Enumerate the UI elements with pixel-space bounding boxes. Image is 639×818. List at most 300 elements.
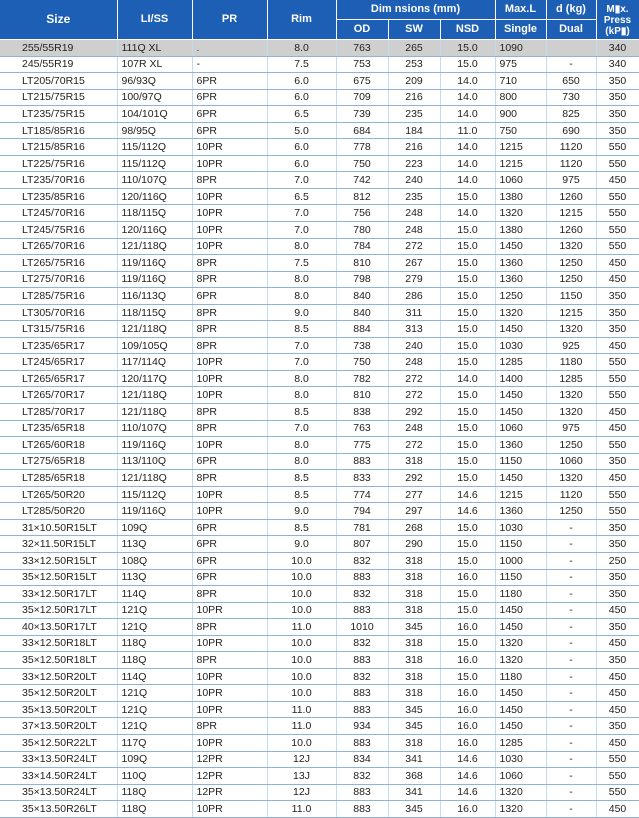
cell-dual: 975 xyxy=(546,420,596,437)
cell-single: 1320 xyxy=(495,205,546,222)
cell-od: 810 xyxy=(336,255,388,272)
cell-pr: 8PR xyxy=(192,337,267,354)
cell-single: 1215 xyxy=(495,486,546,503)
cell-pr: 8PR xyxy=(192,470,267,487)
cell-dual: - xyxy=(546,569,596,586)
table-row xyxy=(0,40,639,57)
cell-sw: 272 xyxy=(388,370,440,387)
cell-li-ss: 119/116Q xyxy=(117,255,192,272)
cell-rim: 8.5 xyxy=(267,486,336,503)
cell-od: 883 xyxy=(336,801,388,818)
cell-rim: 8.5 xyxy=(267,470,336,487)
cell-size: LT285/50R20 xyxy=(0,503,117,520)
cell-sw: 272 xyxy=(388,437,440,454)
cell-size: LT245/70R16 xyxy=(0,205,117,222)
cell-pr: 10PR xyxy=(192,387,267,404)
table-row xyxy=(0,784,639,801)
cell-max-pressure: 450 xyxy=(596,685,639,702)
cell-single: 1000 xyxy=(495,552,546,569)
cell-max-pressure: 550 xyxy=(596,222,639,239)
cell-dual: - xyxy=(546,784,596,801)
cell-size: LT285/75R16 xyxy=(0,288,117,305)
cell-li-ss: 121Q xyxy=(117,619,192,636)
table-row xyxy=(0,801,639,818)
cell-single: 1215 xyxy=(495,139,546,156)
cell-li-ss: 110Q xyxy=(117,768,192,785)
cell-nsd: 15.0 xyxy=(440,288,495,305)
cell-size: 35×12.50R22LT xyxy=(0,734,117,751)
header-size: Size xyxy=(0,0,117,40)
cell-single: 1320 xyxy=(495,635,546,652)
cell-pr: 12PR xyxy=(192,784,267,801)
cell-sw: 184 xyxy=(388,122,440,139)
cell-li-ss: 114Q xyxy=(117,586,192,603)
cell-od: 684 xyxy=(336,122,388,139)
cell-max-pressure: 350 xyxy=(596,453,639,470)
cell-pr: 12PR xyxy=(192,751,267,768)
cell-li-ss: 115/112Q xyxy=(117,486,192,503)
cell-sw: 267 xyxy=(388,255,440,272)
cell-od: 883 xyxy=(336,652,388,669)
cell-max-pressure: 550 xyxy=(596,370,639,387)
cell-size: LT245/75R16 xyxy=(0,222,117,239)
table-row xyxy=(0,536,639,553)
cell-nsd: 15.0 xyxy=(440,420,495,437)
cell-size: LT235/75R15 xyxy=(0,106,117,123)
cell-nsd: 15.0 xyxy=(440,668,495,685)
cell-max-pressure: 550 xyxy=(596,486,639,503)
cell-size: 37×13.50R20LT xyxy=(0,718,117,735)
cell-size: 33×12.50R18LT xyxy=(0,635,117,652)
cell-pr: 8PR xyxy=(192,404,267,421)
cell-od: 883 xyxy=(336,701,388,718)
cell-dual: 1250 xyxy=(546,271,596,288)
cell-sw: 318 xyxy=(388,635,440,652)
table-row xyxy=(0,668,639,685)
cell-nsd: 14.0 xyxy=(440,106,495,123)
cell-li-ss: 107R XL xyxy=(117,56,192,73)
cell-nsd: 15.0 xyxy=(440,602,495,619)
cell-dual: 1250 xyxy=(546,255,596,272)
cell-rim: 7.0 xyxy=(267,337,336,354)
cell-li-ss: 113Q xyxy=(117,569,192,586)
cell-size: LT185/85R16 xyxy=(0,122,117,139)
cell-pr: 10PR xyxy=(192,188,267,205)
cell-max-pressure: 350 xyxy=(596,106,639,123)
table-row xyxy=(0,321,639,338)
cell-nsd: 14.0 xyxy=(440,205,495,222)
cell-sw: 216 xyxy=(388,89,440,106)
cell-sw: 235 xyxy=(388,188,440,205)
cell-pr: 6PR xyxy=(192,453,267,470)
cell-dual: 1180 xyxy=(546,354,596,371)
table-row xyxy=(0,387,639,404)
cell-rim: 6.0 xyxy=(267,89,336,106)
cell-dual: - xyxy=(546,801,596,818)
cell-od: 742 xyxy=(336,172,388,189)
cell-pr: 10PR xyxy=(192,701,267,718)
cell-nsd: 15.0 xyxy=(440,552,495,569)
cell-sw: 341 xyxy=(388,751,440,768)
cell-sw: 248 xyxy=(388,205,440,222)
cell-sw: 345 xyxy=(388,701,440,718)
cell-pr: 6PR xyxy=(192,89,267,106)
cell-li-ss: 110/107Q xyxy=(117,172,192,189)
table-row xyxy=(0,337,639,354)
header-load-kg: d (kg) xyxy=(546,0,596,20)
cell-dual: - xyxy=(546,619,596,636)
table-row xyxy=(0,155,639,172)
cell-od: 934 xyxy=(336,718,388,735)
cell-li-ss: 121Q xyxy=(117,701,192,718)
cell-size: 255/55R19 xyxy=(0,40,117,57)
cell-dual: - xyxy=(546,552,596,569)
cell-nsd: 14.0 xyxy=(440,139,495,156)
cell-dual: 1320 xyxy=(546,321,596,338)
cell-size: 35×12.50R18LT xyxy=(0,652,117,669)
table-row xyxy=(0,486,639,503)
cell-od: 834 xyxy=(336,751,388,768)
cell-sw: 345 xyxy=(388,619,440,636)
table-row xyxy=(0,635,639,652)
cell-sw: 277 xyxy=(388,486,440,503)
cell-dual: 1215 xyxy=(546,205,596,222)
cell-li-ss: 115/112Q xyxy=(117,155,192,172)
cell-single: 1450 xyxy=(495,718,546,735)
cell-rim: 6.0 xyxy=(267,155,336,172)
cell-nsd: 14.6 xyxy=(440,486,495,503)
cell-max-pressure: 450 xyxy=(596,255,639,272)
cell-li-ss: 121/118Q xyxy=(117,387,192,404)
cell-pr: 8PR xyxy=(192,420,267,437)
cell-od: 781 xyxy=(336,519,388,536)
cell-dual: - xyxy=(546,718,596,735)
cell-max-pressure: 350 xyxy=(596,321,639,338)
table-body xyxy=(0,40,639,818)
cell-max-pressure: 450 xyxy=(596,635,639,652)
cell-od: 832 xyxy=(336,635,388,652)
table-row xyxy=(0,701,639,718)
cell-sw: 286 xyxy=(388,288,440,305)
cell-dual: 825 xyxy=(546,106,596,123)
cell-li-ss: 115/112Q xyxy=(117,139,192,156)
cell-pr: 6PR xyxy=(192,106,267,123)
cell-li-ss: 120/117Q xyxy=(117,370,192,387)
cell-sw: 318 xyxy=(388,685,440,702)
cell-size: 31×10.50R15LT xyxy=(0,519,117,536)
cell-max-pressure: 350 xyxy=(596,586,639,603)
cell-size: LT305/70R16 xyxy=(0,304,117,321)
cell-dual: 690 xyxy=(546,122,596,139)
table-row xyxy=(0,519,639,536)
cell-od: 775 xyxy=(336,437,388,454)
cell-nsd: 16.0 xyxy=(440,652,495,669)
cell-rim: 10.0 xyxy=(267,685,336,702)
cell-rim: 8.0 xyxy=(267,370,336,387)
cell-nsd: 15.0 xyxy=(440,304,495,321)
cell-max-pressure: 350 xyxy=(596,73,639,90)
cell-nsd: 14.0 xyxy=(440,89,495,106)
cell-max-pressure: 550 xyxy=(596,387,639,404)
header-nsd: NSD xyxy=(440,20,495,40)
cell-od: 763 xyxy=(336,40,388,57)
cell-pr: 10PR xyxy=(192,139,267,156)
cell-single: 1060 xyxy=(495,768,546,785)
cell-pr: 8PR xyxy=(192,718,267,735)
cell-rim: 8.5 xyxy=(267,519,336,536)
cell-single: 750 xyxy=(495,122,546,139)
cell-od: 750 xyxy=(336,155,388,172)
cell-single: 1180 xyxy=(495,668,546,685)
cell-size: LT315/75R16 xyxy=(0,321,117,338)
cell-single: 1320 xyxy=(495,784,546,801)
cell-rim: 10.0 xyxy=(267,734,336,751)
cell-nsd: 14.0 xyxy=(440,155,495,172)
cell-single: 1450 xyxy=(495,701,546,718)
cell-size: LT265/70R16 xyxy=(0,238,117,255)
cell-single: 1250 xyxy=(495,288,546,305)
cell-li-ss: 109/105Q xyxy=(117,337,192,354)
cell-dual: - xyxy=(546,652,596,669)
cell-rim: 9.0 xyxy=(267,536,336,553)
cell-nsd: 15.0 xyxy=(440,470,495,487)
cell-size: LT285/70R17 xyxy=(0,404,117,421)
cell-max-pressure: 350 xyxy=(596,619,639,636)
cell-single: 1360 xyxy=(495,437,546,454)
cell-size: 33×12.50R17LT xyxy=(0,586,117,603)
header-rim: Rim xyxy=(267,0,336,40)
cell-dual: 1320 xyxy=(546,238,596,255)
cell-max-pressure: 550 xyxy=(596,238,639,255)
cell-rim: 10.0 xyxy=(267,569,336,586)
cell-max-pressure: 550 xyxy=(596,354,639,371)
cell-nsd: 15.0 xyxy=(440,635,495,652)
cell-rim: 10.0 xyxy=(267,668,336,685)
table-row xyxy=(0,255,639,272)
cell-nsd: 16.0 xyxy=(440,718,495,735)
cell-od: 838 xyxy=(336,404,388,421)
cell-single: 1450 xyxy=(495,404,546,421)
cell-size: LT265/65R17 xyxy=(0,370,117,387)
cell-nsd: 16.0 xyxy=(440,685,495,702)
cell-max-pressure: 450 xyxy=(596,668,639,685)
cell-pr: 8PR xyxy=(192,652,267,669)
cell-nsd: 16.0 xyxy=(440,569,495,586)
cell-dual: 1250 xyxy=(546,437,596,454)
table-header xyxy=(0,0,639,40)
cell-od: 883 xyxy=(336,734,388,751)
cell-single: 1380 xyxy=(495,188,546,205)
table-row xyxy=(0,586,639,603)
cell-od: 780 xyxy=(336,222,388,239)
cell-dual: - xyxy=(546,668,596,685)
cell-pr: 8PR xyxy=(192,586,267,603)
cell-size: LT235/85R16 xyxy=(0,188,117,205)
cell-dual: 1320 xyxy=(546,404,596,421)
cell-od: 782 xyxy=(336,370,388,387)
cell-size: LT215/75R15 xyxy=(0,89,117,106)
cell-size: 32×11.50R15LT xyxy=(0,536,117,553)
cell-size: LT245/65R17 xyxy=(0,354,117,371)
table-row xyxy=(0,222,639,239)
cell-dual: - xyxy=(546,701,596,718)
table-row xyxy=(0,172,639,189)
cell-max-pressure: 450 xyxy=(596,734,639,751)
cell-pr: 10PR xyxy=(192,238,267,255)
cell-dual: 1120 xyxy=(546,486,596,503)
cell-nsd: 14.6 xyxy=(440,784,495,801)
cell-single: 1450 xyxy=(495,685,546,702)
cell-max-pressure: 450 xyxy=(596,801,639,818)
cell-sw: 318 xyxy=(388,453,440,470)
cell-li-ss: 114Q xyxy=(117,668,192,685)
header-single: Single xyxy=(495,20,546,40)
cell-dual: 975 xyxy=(546,172,596,189)
cell-od: 763 xyxy=(336,420,388,437)
cell-nsd: 15.0 xyxy=(440,238,495,255)
cell-dual: - xyxy=(546,56,596,73)
cell-max-pressure: 340 xyxy=(596,56,639,73)
cell-size: 35×12.50R17LT xyxy=(0,602,117,619)
cell-size: 33×12.50R15LT xyxy=(0,552,117,569)
cell-li-ss: 118Q xyxy=(117,801,192,818)
cell-size: LT265/60R18 xyxy=(0,437,117,454)
cell-dual: 1250 xyxy=(546,503,596,520)
cell-nsd: 15.0 xyxy=(440,404,495,421)
cell-pr: - xyxy=(192,56,267,73)
cell-sw: 272 xyxy=(388,238,440,255)
cell-size: LT265/75R16 xyxy=(0,255,117,272)
table-row xyxy=(0,751,639,768)
cell-sw: 279 xyxy=(388,271,440,288)
cell-sw: 209 xyxy=(388,73,440,90)
cell-size: LT275/70R16 xyxy=(0,271,117,288)
header-max-pressure-line3: (kP▮) xyxy=(605,25,630,37)
cell-nsd: 14.0 xyxy=(440,73,495,90)
cell-rim: 8.0 xyxy=(267,437,336,454)
cell-max-pressure: 550 xyxy=(596,768,639,785)
cell-od: 756 xyxy=(336,205,388,222)
cell-size: LT265/50R20 xyxy=(0,486,117,503)
table-row xyxy=(0,552,639,569)
cell-max-pressure: 350 xyxy=(596,536,639,553)
cell-rim: 8.5 xyxy=(267,404,336,421)
cell-size: 33×12.50R20LT xyxy=(0,668,117,685)
cell-li-ss: 118Q xyxy=(117,784,192,801)
cell-li-ss: 109Q xyxy=(117,519,192,536)
cell-max-pressure: 550 xyxy=(596,205,639,222)
cell-li-ss: 117Q xyxy=(117,734,192,751)
cell-pr: 6PR xyxy=(192,288,267,305)
cell-pr: 8PR xyxy=(192,619,267,636)
cell-dual: 925 xyxy=(546,337,596,354)
cell-size: LT265/70R17 xyxy=(0,387,117,404)
cell-li-ss: 104/101Q xyxy=(117,106,192,123)
cell-sw: 235 xyxy=(388,106,440,123)
cell-od: 832 xyxy=(336,668,388,685)
cell-dual: 1260 xyxy=(546,222,596,239)
cell-sw: 368 xyxy=(388,768,440,785)
cell-li-ss: 120/116Q xyxy=(117,188,192,205)
cell-pr: 6PR xyxy=(192,569,267,586)
cell-single: 1360 xyxy=(495,503,546,520)
cell-max-pressure: 550 xyxy=(596,139,639,156)
cell-max-pressure: 550 xyxy=(596,503,639,520)
header-sw: SW xyxy=(388,20,440,40)
cell-single: 1380 xyxy=(495,222,546,239)
cell-size: LT285/65R18 xyxy=(0,470,117,487)
cell-od: 833 xyxy=(336,470,388,487)
cell-pr: 10PR xyxy=(192,370,267,387)
table-row xyxy=(0,122,639,139)
cell-dual: - xyxy=(546,602,596,619)
cell-od: 738 xyxy=(336,337,388,354)
cell-rim: 7.0 xyxy=(267,354,336,371)
table-row xyxy=(0,238,639,255)
cell-max-pressure: 550 xyxy=(596,751,639,768)
cell-od: 675 xyxy=(336,73,388,90)
cell-pr: 10PR xyxy=(192,503,267,520)
table-row xyxy=(0,304,639,321)
header-pr: PR xyxy=(192,0,267,40)
cell-rim: 10.0 xyxy=(267,652,336,669)
cell-sw: 318 xyxy=(388,734,440,751)
cell-nsd: 15.0 xyxy=(440,188,495,205)
cell-li-ss: 100/97Q xyxy=(117,89,192,106)
cell-dual: 1260 xyxy=(546,188,596,205)
cell-nsd: 15.0 xyxy=(440,222,495,239)
cell-size: 33×14.50R24LT xyxy=(0,768,117,785)
cell-pr: . xyxy=(192,40,267,57)
cell-size: LT235/65R17 xyxy=(0,337,117,354)
cell-single: 975 xyxy=(495,56,546,73)
cell-sw: 341 xyxy=(388,784,440,801)
cell-dual: 1215 xyxy=(546,304,596,321)
header-max-load: Max.L xyxy=(495,0,546,20)
cell-pr: 10PR xyxy=(192,155,267,172)
cell-rim: 8.0 xyxy=(267,271,336,288)
cell-sw: 318 xyxy=(388,552,440,569)
cell-pr: 10PR xyxy=(192,801,267,818)
cell-single: 800 xyxy=(495,89,546,106)
cell-sw: 265 xyxy=(388,40,440,57)
cell-sw: 318 xyxy=(388,668,440,685)
cell-single: 1320 xyxy=(495,652,546,669)
cell-size: 35×13.50R24LT xyxy=(0,784,117,801)
cell-od: 883 xyxy=(336,784,388,801)
header-max-pressure xyxy=(596,0,639,40)
cell-rim: 6.0 xyxy=(267,139,336,156)
cell-rim: 6.0 xyxy=(267,73,336,90)
cell-sw: 248 xyxy=(388,222,440,239)
cell-rim: 8.0 xyxy=(267,387,336,404)
cell-rim: 8.0 xyxy=(267,288,336,305)
cell-dual: - xyxy=(546,685,596,702)
cell-sw: 345 xyxy=(388,801,440,818)
table-row xyxy=(0,354,639,371)
header-max-pressure-line2: Press xyxy=(603,14,632,26)
cell-max-pressure: 450 xyxy=(596,701,639,718)
cell-nsd: 15.0 xyxy=(440,255,495,272)
cell-li-ss: 120/116Q xyxy=(117,222,192,239)
cell-single: 900 xyxy=(495,106,546,123)
cell-od: 883 xyxy=(336,569,388,586)
cell-max-pressure: 350 xyxy=(596,569,639,586)
cell-sw: 318 xyxy=(388,586,440,603)
cell-nsd: 15.0 xyxy=(440,453,495,470)
table-row xyxy=(0,288,639,305)
cell-pr: 10PR xyxy=(192,668,267,685)
